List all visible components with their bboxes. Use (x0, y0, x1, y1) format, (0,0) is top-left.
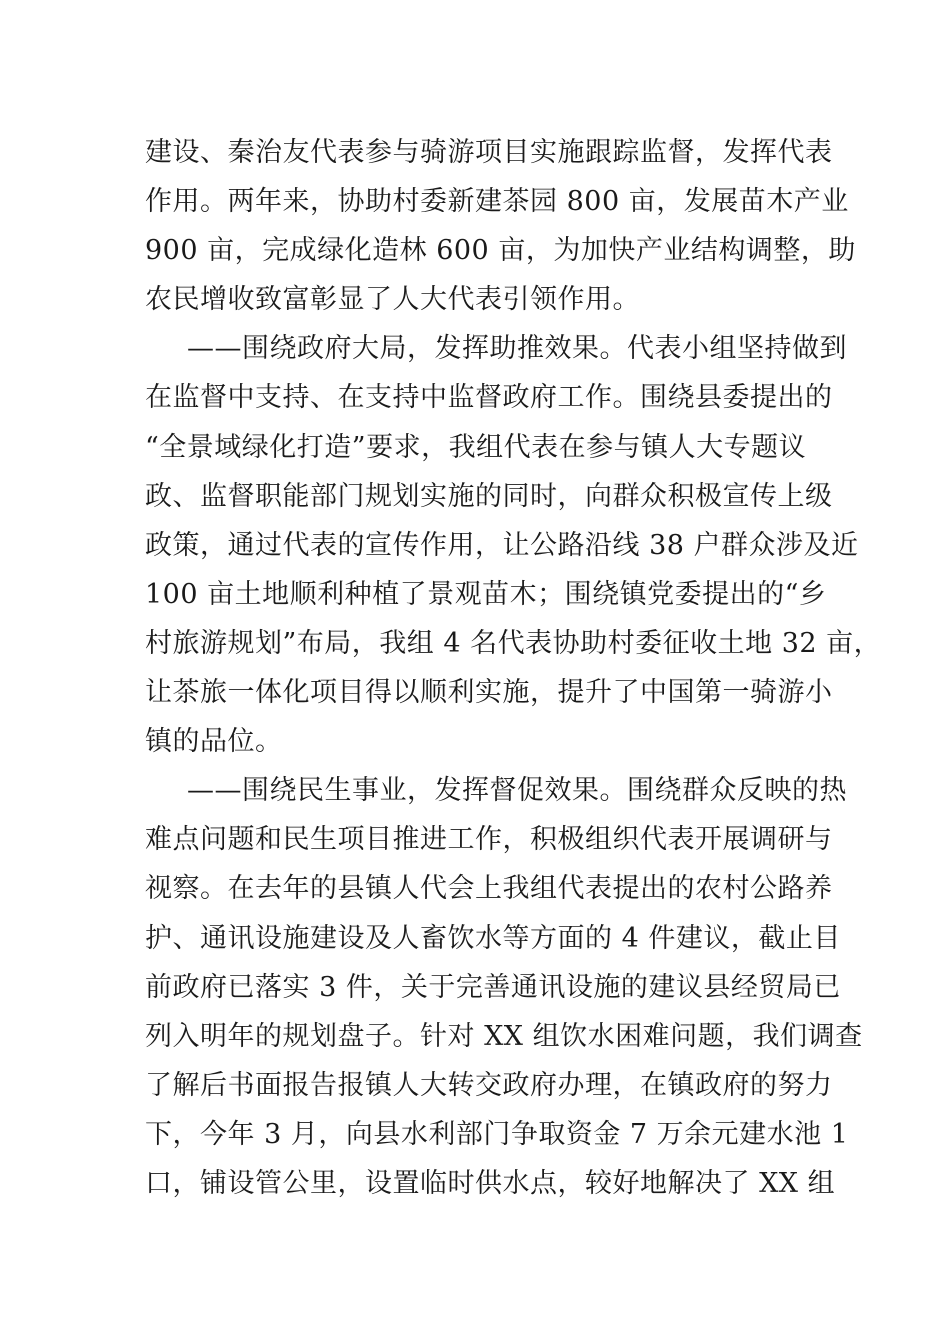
text-line: 农民增收致富彰显了人大代表引领作用。 (145, 284, 640, 316)
text-line: 难点问题和民生项目推进工作，积极组织代表开展调研与 (145, 824, 833, 856)
text-line: 视察。在去年的县镇人代会上我组代表提出的农村公路养 (145, 873, 833, 905)
text-line: 在监督中支持、在支持中监督政府工作。围绕县委提出的 (145, 382, 833, 414)
text-line: 了解后书面报告报镇人大转交政府办理，在镇政府的努力 (145, 1069, 833, 1101)
text-line: 100 亩土地顺利种植了景观苗木；围绕镇党委提出的“乡 (145, 578, 827, 610)
text-line: 镇的品位。 (145, 726, 283, 758)
text-line: 下，今年 3 月，向县水利部门争取资金 7 万余元建水池 1 (145, 1118, 849, 1150)
text-line: 口，铺设管公里，设置临时供水点，较好地解决了 XX 组 (145, 1167, 836, 1199)
text-line: 让茶旅一体化项目得以顺利实施，提升了中国第一骑游小 (145, 677, 833, 709)
text-line: 护、通讯设施建设及人畜饮水等方面的 4 件建议，截止目 (145, 922, 841, 954)
text-line: 900 亩，完成绿化造林 600 亩，为加快产业结构调整，助 (145, 235, 856, 267)
text-line: 政策，通过代表的宣传作用，让公路沿线 38 户群众涉及近 (145, 529, 859, 561)
text-line: 前政府已落实 3 件，关于完善通讯设施的建议县经贸局已 (145, 971, 841, 1003)
document-body (145, 128, 882, 1208)
text-line: 村旅游规划”布局，我组 4 名代表协助村委征收土地 32 亩， (145, 627, 882, 659)
text-line: “全景域绿化打造”要求，我组代表在参与镇人大专题议 (145, 431, 807, 463)
text-line: 建设、秦治友代表参与骑游项目实施跟踪监督，发挥代表 (145, 137, 833, 168)
paragraph-heading-line: ——围绕民生事业，发挥督促效果。围绕群众反映的热 (187, 775, 847, 807)
text-line: 政、监督职能部门规划实施的同时，向群众积极宣传上级 (145, 480, 833, 512)
paragraph-heading-line: ——围绕政府大局，发挥助推效果。代表小组坚持做到 (187, 333, 847, 365)
text-line: 列入明年的规划盘子。针对 XX 组饮水困难问题，我们调查 (145, 1020, 863, 1052)
text-line: 作用。两年来，协助村委新建茶园 800 亩，发展苗木产业 (145, 186, 849, 218)
